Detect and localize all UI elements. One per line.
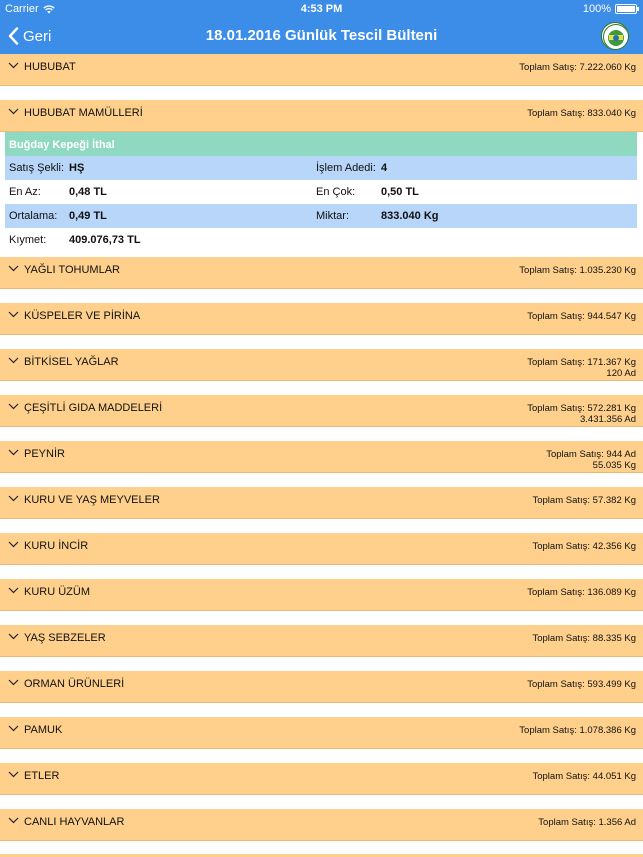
category-name: KÜSPELER VE PİRİNA — [24, 310, 141, 322]
category-row-yagli-tohumlar[interactable] — [0, 257, 643, 289]
chevron-down-icon — [8, 541, 19, 548]
battery-icon — [615, 4, 637, 14]
navigation-bar — [0, 0, 643, 54]
category-name: HUBUBAT — [24, 61, 76, 73]
category-total: Toplam Satış: 7.222.060 Kg — [519, 62, 636, 73]
en-cok-value: 0,50 TL — [381, 186, 419, 198]
category-name: ETLER — [24, 770, 60, 782]
category-total: Toplam Satış: 944 Ad — [546, 449, 636, 460]
battery-level — [617, 6, 635, 12]
islem-adedi-label: İşlem Adedi: — [316, 162, 376, 174]
category-name: ORMAN ÜRÜNLERİ — [24, 678, 125, 690]
en-cok-label: En Çok: — [316, 186, 356, 198]
category-name: BİTKİSEL YAĞLAR — [24, 356, 119, 368]
category-name: YAŞ SEBZELER — [24, 632, 106, 644]
chevron-down-icon — [8, 679, 19, 686]
category-total: Toplam Satış: 572.281 Kg — [527, 403, 636, 414]
category-row-yas-sebzeler[interactable] — [0, 625, 643, 657]
chevron-down-icon — [8, 357, 19, 364]
detail-row-satis — [5, 156, 637, 180]
miktar-label: Miktar: — [316, 210, 349, 222]
category-total: Toplam Satış: 944.547 Kg — [527, 311, 636, 322]
category-row-hububat[interactable] — [0, 54, 643, 86]
carrier-label: Carrier — [5, 3, 39, 15]
chevron-down-icon — [8, 633, 19, 640]
category-name: KURU VE YAŞ MEYVELER — [24, 494, 160, 506]
logo-icon — [601, 22, 629, 50]
category-total: Toplam Satış: 1.356 Ad — [538, 817, 636, 828]
en-az-value: 0,48 TL — [69, 186, 107, 198]
category-name: YAĞLI TOHUMLAR — [24, 264, 120, 276]
category-total-secondary: 55.035 Kg — [592, 460, 636, 471]
category-row-pamuk[interactable] — [0, 717, 643, 749]
category-row-etler[interactable] — [0, 763, 643, 795]
category-name: PAMUK — [24, 724, 63, 736]
category-total: Toplam Satış: 1.078.386 Kg — [519, 725, 636, 736]
chevron-down-icon — [8, 311, 19, 318]
clock: 4:53 PM — [300, 3, 343, 15]
category-row-peynir[interactable] — [0, 441, 643, 473]
islem-adedi-value: 4 — [381, 162, 388, 174]
category-total: Toplam Satış: 57.382 Kg — [532, 495, 636, 506]
category-total: Toplam Satış: 593.499 Kg — [527, 679, 636, 690]
chevron-down-icon — [8, 725, 19, 732]
satis-sekli-value: HŞ — [69, 162, 85, 174]
page-title: 18.01.2016 Günlük Tescil Bülteni — [205, 27, 438, 44]
category-total: Toplam Satış: 136.089 Kg — [527, 587, 636, 598]
battery-percent: 100% — [582, 3, 611, 15]
chevron-down-icon — [8, 265, 19, 272]
category-row-hububat-mamulleri[interactable] — [0, 100, 643, 132]
chevron-down-icon — [8, 449, 19, 456]
chevron-down-icon — [8, 817, 19, 824]
chevron-down-icon — [8, 771, 19, 778]
category-total: Toplam Satış: 88.335 Kg — [532, 633, 636, 644]
en-az-label: En Az: — [9, 186, 41, 198]
category-row-cesitli-gida[interactable] — [0, 395, 643, 427]
chevron-down-icon — [8, 403, 19, 410]
detail-row-avg-qty — [5, 204, 637, 228]
category-total: Toplam Satış: 171.367 Kg — [527, 357, 636, 368]
category-total: Toplam Satış: 833.040 Kg — [527, 108, 636, 119]
chevron-down-icon — [8, 62, 19, 69]
status-bar — [0, 0, 643, 20]
kiymet-value: 409.076,73 TL — [69, 234, 141, 246]
category-total: Toplam Satış: 44.051 Kg — [532, 771, 636, 782]
back-label: Geri — [23, 27, 52, 45]
detail-row-value — [5, 228, 637, 252]
category-row-bitkisel-yaglar[interactable] — [0, 349, 643, 381]
detail-row-min-max — [5, 180, 637, 204]
category-total-secondary: 120 Ad — [606, 368, 636, 379]
category-row-kuspeler[interactable] — [0, 303, 643, 335]
category-name: HUBUBAT MAMÜLLERİ — [24, 107, 143, 119]
category-row-kuru-incir[interactable] — [0, 533, 643, 565]
chevron-down-icon — [8, 108, 19, 115]
category-name: CANLI HAYVANLAR — [24, 816, 125, 828]
ortalama-label: Ortalama: — [9, 210, 58, 222]
product-title: Buğday Kepeği İthal — [5, 132, 637, 156]
kiymet-label: Kıymet: — [9, 234, 47, 246]
category-total: Toplam Satış: 42.356 Kg — [532, 541, 636, 552]
product-detail-panel — [5, 132, 637, 252]
category-name: KURU ÜZÜM — [24, 586, 90, 598]
chevron-down-icon — [8, 587, 19, 594]
category-name: PEYNİR — [24, 448, 65, 460]
category-total: Toplam Satış: 1.035.230 Kg — [519, 265, 636, 276]
category-name: ÇEŞİTLİ GIDA MADDELERİ — [24, 402, 163, 414]
category-name: KURU İNCİR — [24, 540, 89, 552]
category-row-canli-hayvanlar[interactable] — [0, 809, 643, 841]
ortalama-value: 0,49 TL — [69, 210, 107, 222]
category-row-kuru-uzum[interactable] — [0, 579, 643, 611]
category-total-secondary: 3.431.356 Ad — [580, 414, 636, 425]
miktar-value: 833.040 Kg — [381, 210, 439, 222]
category-row-orman-urunleri[interactable] — [0, 671, 643, 703]
chevron-down-icon — [8, 495, 19, 502]
category-row-kuru-yas-meyveler[interactable] — [0, 487, 643, 519]
satis-sekli-label: Satış Şekli: — [9, 162, 65, 174]
